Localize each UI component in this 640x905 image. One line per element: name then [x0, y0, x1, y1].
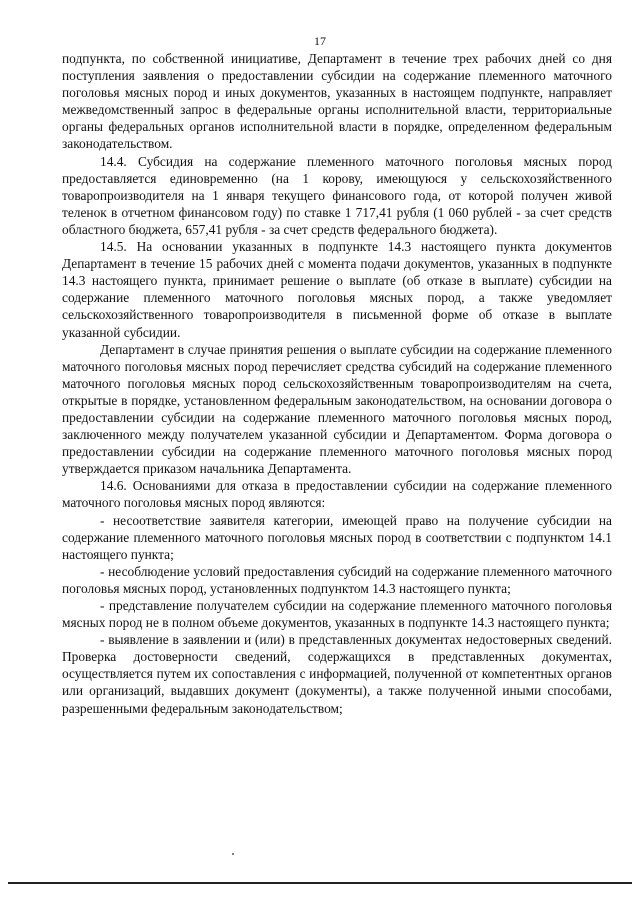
list-item-refusal-ground: - несоблюдение условий предоставления субсидий на содержание племенного маточного поголовья мясных пород, установленных подпунктом 14.3 настоящего пункта;	[62, 563, 612, 596]
page-number: 17	[314, 34, 326, 48]
list-item-refusal-ground: - несоответствие заявителя категории, имеющей право на получение субсидии на содержание племенного маточного поголовья мясных пород в соответствии с подпунктом 14.1 настоящего пункта;	[62, 512, 612, 562]
list-item-refusal-ground: - выявление в заявлении и (или) в представленных документах недостоверных сведений. Проверка достоверности сведений, содержащихся в представленных документах, осуществляется путем их сопоставления с информацией, полученной от компетентных органов или организаций, выдавших документ (документы), а также полученной иными способами, разрешенными федеральным законодательством;	[62, 632, 612, 716]
paragraph-payment-decision: Департамент в случае принятия решения о выплате субсидии на содержание племенного маточного поголовья мясных пород перечисляет средства субсидий на содержание племенного маточного поголовья мясных пород сельскохозяйственным товаропроизводителям на счета, открытые в порядке, установленном федеральным законодательством, на основании договора о предоставлении субсидии на содержание племенного маточного поголовья мясных пород, заключенного между получателем указанной субсидии и Департаментом. Форма договора о предоставлении субсидии на содержание племенного маточного поголовья мясных пород утверждается приказом начальника Департамента.	[62, 341, 612, 477]
paragraph-14-5: 14.5. На основании указанных в подпункте 14.3 настоящего пункта документов Департамент в течение 15 рабочих дней с момента подачи документов, указанных в подпункте 14.3 настоящего пункта, принимает решение о выплате (об отказе в выплате) субсидии на содержание племенного маточного поголовья мясных пород, а также уведомляет сельскохозяйственного товаропроизводителя в письменной форме об отказе в выплате указанной субсидии.	[62, 239, 612, 340]
paragraph-14-4: 14.4. Субсидия на содержание племенного маточного поголовья мясных пород предоставляется единовременно (на 1 корову, имеющуюся у сельскохозяйственного товаропроизводителя на 1 января текущего финансового года, от которой получен живой теленок в отчетном финансовом году) по ставке 1 717,41 рубля (1 060 рублей - за счет средств областного бюджета, 657,41 рубля - за счет средств федерального бюджета).	[62, 153, 612, 237]
scan-speck	[232, 853, 234, 855]
paragraph-14-6: 14.6. Основаниями для отказа в предоставлении субсидии на содержание племенного маточного поголовья мясных пород являются:	[62, 478, 612, 511]
list-item-refusal-ground: - представление получателем субсидии на содержание племенного маточного поголовья мясных пород не в полном объеме документов, указанных в подпункте 14.3 настоящего пункта;	[62, 598, 612, 631]
document-body	[62, 50, 612, 717]
bottom-divider	[8, 882, 632, 884]
paragraph-continuation: подпункта, по собственной инициативе, Департамент в течение трех рабочих дней со дня поступления заявления о предоставлении субсидии на содержание племенного маточного поголовья мясных пород и иных документов, указанных в настоящем подпункте, направляет межведомственный запрос в федеральные органы исполнительной власти, территориальные органы федеральных органов исполнительной власти в порядке, определенном федеральным законодательством.	[62, 51, 612, 152]
